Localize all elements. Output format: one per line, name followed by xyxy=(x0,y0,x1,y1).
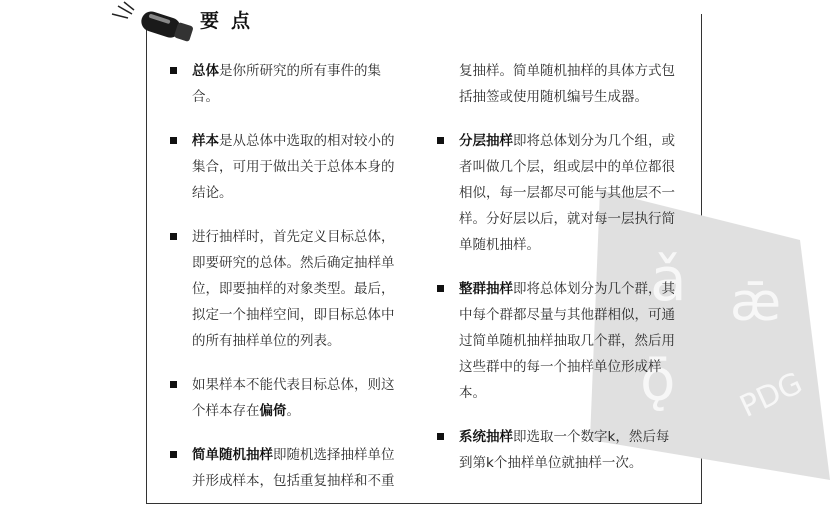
right-column xyxy=(437,58,679,494)
watermark-label: PDG xyxy=(734,365,808,425)
list-item: 总体是你所研究的所有事件的集合。 xyxy=(170,58,406,110)
svg-text:ǭ: ǭ xyxy=(640,346,676,414)
svg-text:ǣ: ǣ xyxy=(730,273,782,333)
list-item: 样本是从总体中选取的相对较小的集合，可用于做出关于总体本身的结论。 xyxy=(170,128,406,206)
list-item: 进行抽样时，首先定义目标总体，即要研究的总体。然后确定抽样单位，即要抽样的对象类型。最后，拟定一个抽样空间，即目标总体中的所有抽样单位的列表。 xyxy=(170,224,406,354)
list-item: 分层抽样即将总体划分为几个组，或者叫做几个层，组或层中的单位都很相似，每一层都尽可能与其他层不一样。分好层以后，就对每一层执行简单随机抽样。 xyxy=(437,128,679,258)
bullet-icon xyxy=(170,233,177,240)
list-item: 系统抽样即选取一个数字k，然后每到第k个抽样单位就抽样一次。 xyxy=(437,424,679,476)
svg-text:ǎ: ǎ xyxy=(650,245,687,315)
pushpin-icon xyxy=(110,0,210,50)
bullet-icon xyxy=(170,67,177,74)
page-title: 要点 xyxy=(200,10,263,32)
bullet-icon xyxy=(170,451,177,458)
bullet-icon xyxy=(437,137,444,144)
list-item: 简单随机抽样即随机选择抽样单位并形成样本，包括重复抽样和不重 xyxy=(170,442,406,494)
list-item: 复抽样。简单随机抽样的具体方式包括抽签或使用随机编号生成器。 xyxy=(459,63,675,105)
list-item: 整群抽样即将总体划分为几个群，其中每个群都尽量与其他群相似，可通过简单随机抽样抽取几个群，然后用这些群中的每一个抽样单位形成样本。 xyxy=(437,276,679,406)
bullet-icon xyxy=(170,137,177,144)
bullet-icon xyxy=(437,433,444,440)
list-item: 如果样本不能代表目标总体，则这个样本存在偏倚。 xyxy=(170,372,406,424)
bullet-icon xyxy=(170,381,177,388)
bullet-icon xyxy=(437,285,444,292)
left-column xyxy=(170,58,406,512)
